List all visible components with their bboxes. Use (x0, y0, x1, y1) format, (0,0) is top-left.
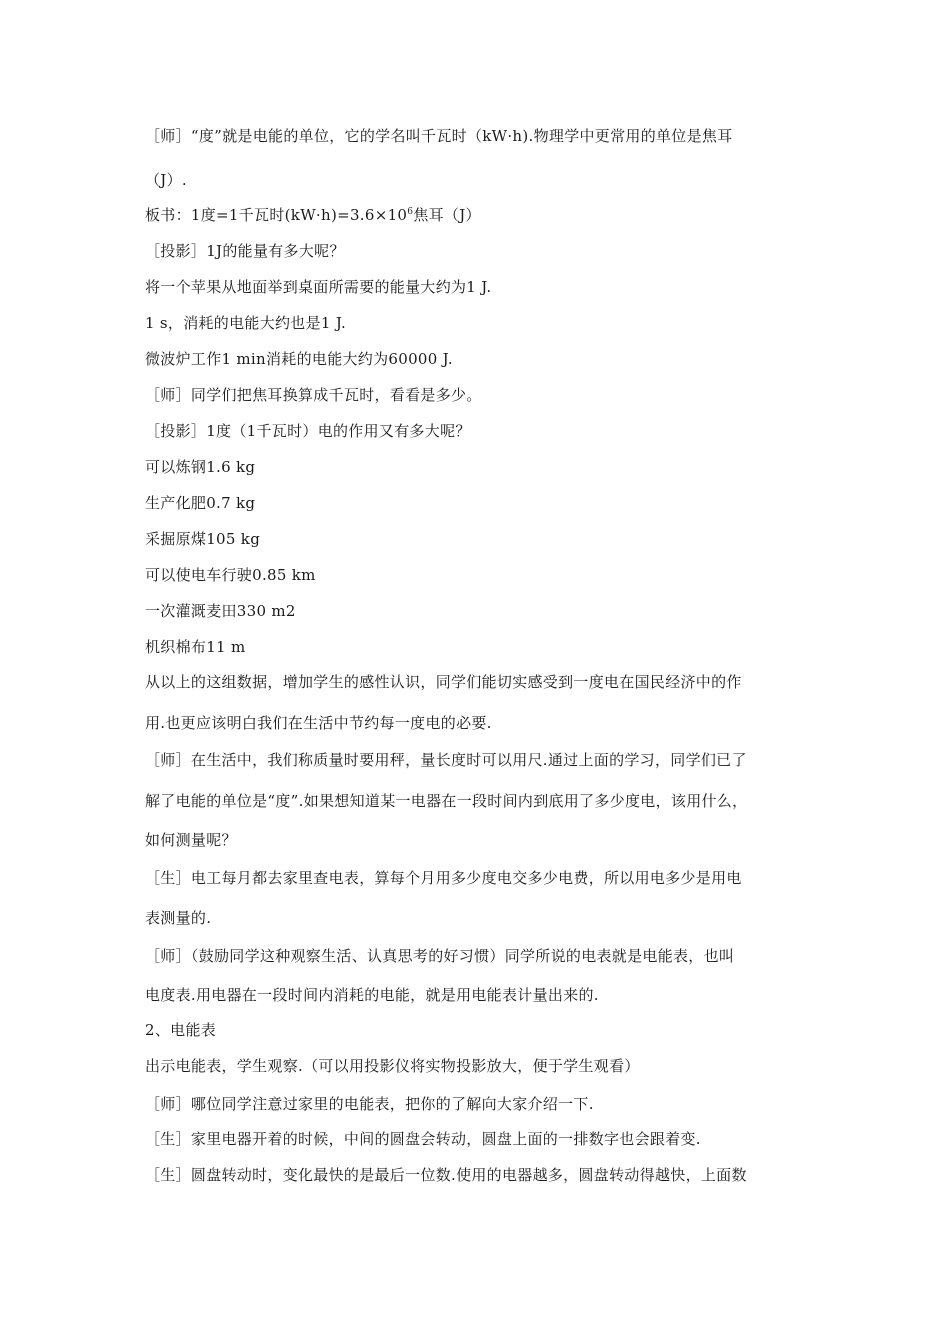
text-line: 如何测量呢？ (145, 831, 237, 849)
text-line: ［师］“度”就是电能的单位，它的学名叫千瓦时（kW·h).物理学中更常用的单位是焦耳 (145, 127, 733, 145)
text-line: 用.也更应该明白我们在生活中节约每一度电的必要. (145, 714, 492, 732)
section-heading: 2、电能表 (145, 1021, 217, 1039)
text-line: 出示电能表，学生观察.（可以用投影仪将实物投影放大，便于学生观看） (145, 1057, 640, 1075)
text-line: 1 s，消耗的电能大约也是1 J. (145, 314, 347, 332)
board-formula (145, 205, 481, 225)
text-line: ［生］家里电器开着的时候，中间的圆盘会转动，圆盘上面的一排数字也会跟着变. (145, 1130, 701, 1148)
text-line: ［生］圆盘转动时，变化最快的是最后一位数.使用的电器越多，圆盘转动得越快，上面数 (145, 1166, 747, 1184)
text-line: 从以上的这组数据，增加学生的感性认识，同学们能切实感受到一度电在国民经济中的作 (145, 673, 742, 691)
text-line: 解了电能的单位是“度”.如果想知道某一电器在一段时间内到底用了多少度电，该用什么， (145, 792, 748, 810)
board-formula-prefix: 板书：1度=1千瓦时(kW·h)=3.6×10 (145, 206, 408, 224)
text-line: ［师］哪位同学注意过家里的电能表，把你的了解向大家介绍一下. (145, 1095, 594, 1113)
text-line: ［投影］1度（1千瓦时）电的作用又有多大呢？ (145, 422, 471, 440)
text-line: ［生］电工每月都去家里查电表，算每个月用多少度电交多少电费，所以用电多少是用电 (145, 869, 742, 887)
list-item: 采掘原煤105 kg (145, 530, 261, 548)
text-line: ［师］同学们把焦耳换算成千瓦时，看看是多少。 (145, 386, 482, 404)
list-item: 可以炼钢1.6 kg (145, 458, 256, 476)
text-line: 将一个苹果从地面举到桌面所需要的能量大约为1 J. (145, 278, 492, 296)
list-item: 可以使电车行驶0.85 km (145, 566, 316, 584)
text-line: 微波炉工作1 min消耗的电能大约为60000 J. (145, 350, 453, 368)
text-line: （J）. (145, 171, 187, 189)
board-formula-suffix: 焦耳（J） (413, 206, 481, 224)
text-line: 电度表.用电器在一段时间内消耗的电能，就是用电能表计量出来的. (145, 986, 599, 1004)
list-item: 生产化肥0.7 kg (145, 494, 256, 512)
text-line: ［师］在生活中，我们称质量时要用秤，量长度时可以用尺.通过上面的学习，同学们已了 (145, 751, 747, 769)
text-line: ［投影］1J的能量有多大呢？ (145, 242, 345, 260)
list-item: 一次灌溉麦田330 m2 (145, 602, 296, 620)
text-line: ［师］（鼓励同学这种观察生活、认真思考的好习惯）同学所说的电表就是电能表，也叫 (145, 947, 735, 965)
text-line: 表测量的. (145, 909, 212, 927)
board-formula-exponent: 6 (407, 207, 414, 217)
list-item: 机织棉布11 m (145, 638, 246, 656)
